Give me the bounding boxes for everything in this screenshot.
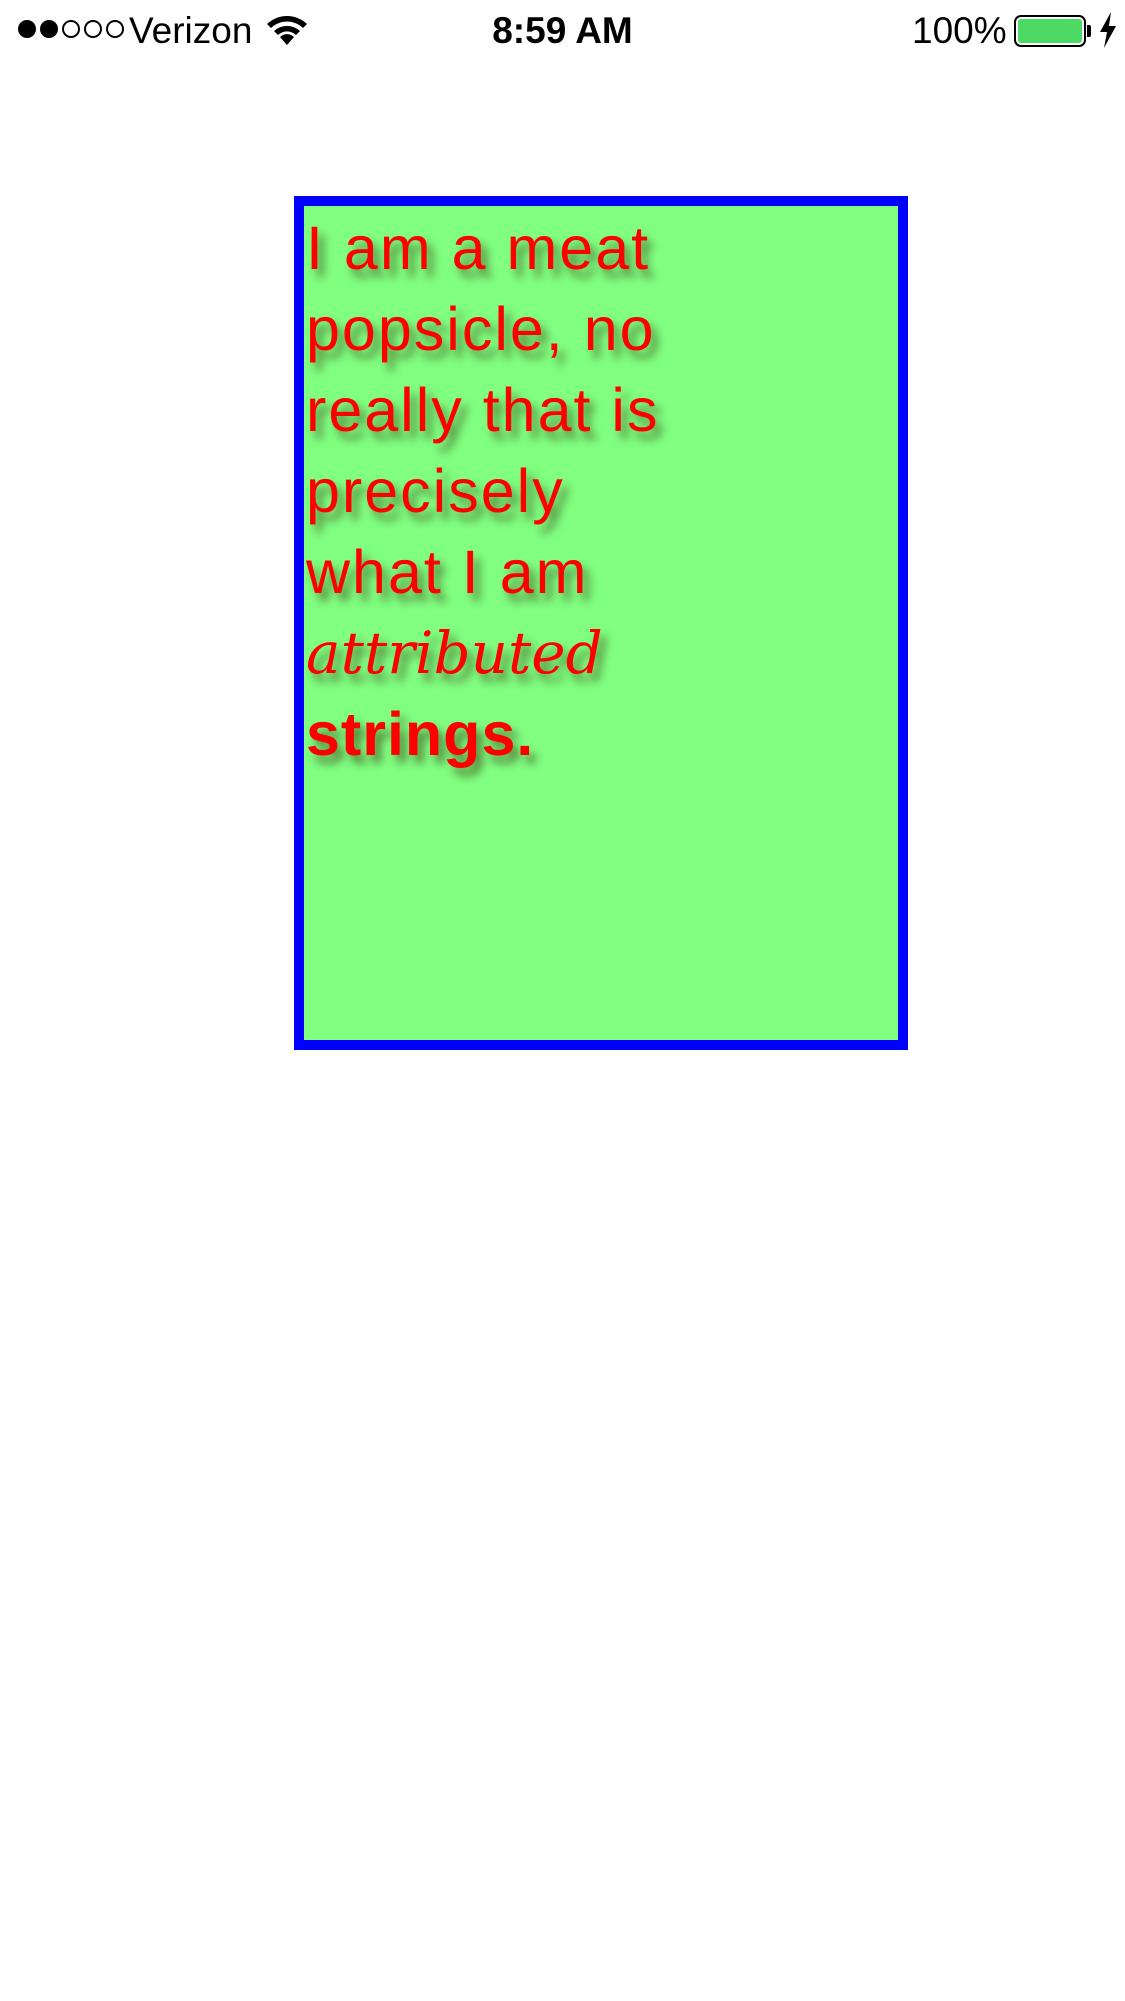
text-line: I am a meat — [306, 214, 651, 282]
attributed-text — [306, 208, 866, 775]
charging-bolt-icon — [1098, 12, 1118, 48]
carrier-name: Verizon — [129, 10, 253, 51]
text-line: precisely — [306, 457, 565, 525]
bold-text-line: strings. — [306, 700, 535, 768]
status-time: 8:59 AM — [492, 10, 633, 51]
battery-icon — [1014, 15, 1086, 47]
battery-level-fill — [1018, 19, 1082, 43]
italic-text-line: attributed — [306, 619, 603, 687]
battery-terminal — [1087, 25, 1091, 37]
text-line: really that is — [306, 376, 660, 444]
text-line: what I am — [306, 538, 589, 606]
battery-percentage: 100% — [912, 10, 1007, 51]
text-line: popsicle, no — [306, 295, 656, 363]
status-bar — [0, 0, 1125, 62]
attributed-text-view — [294, 196, 908, 1050]
